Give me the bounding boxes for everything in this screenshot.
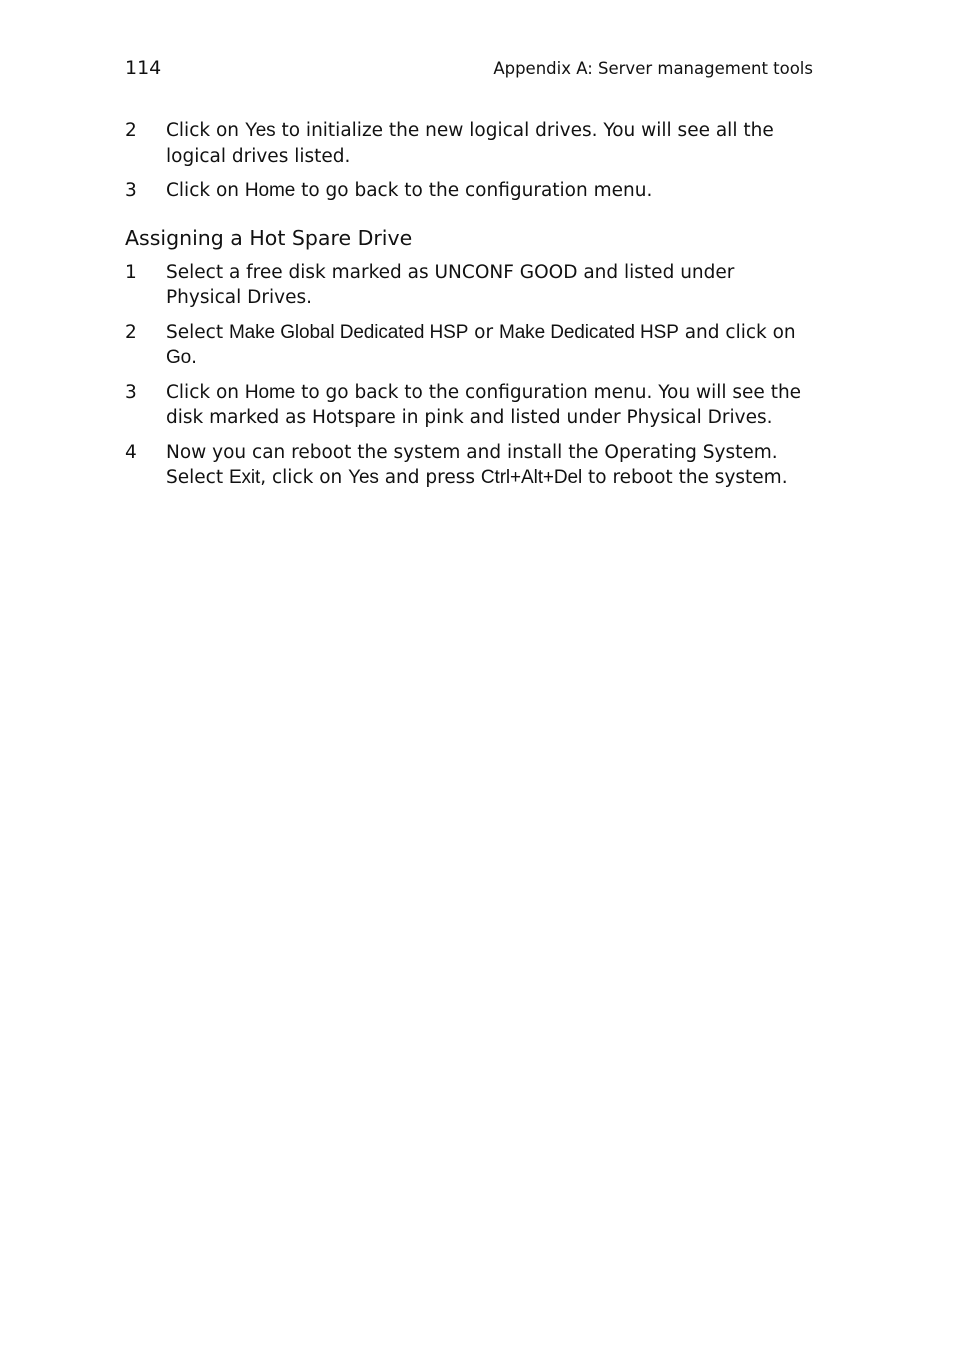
ui-term-home: Home bbox=[244, 180, 296, 201]
list-item bbox=[125, 320, 815, 371]
step-text: Now you can reboot the system and install the Operating System. Select Exit, click on Yes and press Ctrl+Alt+Del to reboot the system. bbox=[166, 441, 788, 488]
page-content bbox=[125, 118, 815, 500]
step-list-initialize bbox=[125, 118, 815, 204]
list-item bbox=[125, 440, 815, 491]
ui-term-exit: Exit bbox=[228, 467, 261, 488]
section-heading: Assigning a Hot Spare Drive bbox=[125, 225, 413, 250]
step-text: Click on Home to go back to the configuration menu. You will see the disk marked as Hotspare in pink and listed under Physical Drives. bbox=[166, 381, 802, 428]
step-number: 2 bbox=[125, 321, 137, 343]
step-text: Click on Yes to initialize the new logical drives. You will see all the logical drives listed. bbox=[166, 120, 774, 167]
running-head: Appendix A: Server management tools bbox=[493, 59, 813, 78]
step-text: Select a free disk marked as UNCONF GOOD and listed under Physical Drives. bbox=[166, 261, 735, 308]
list-item bbox=[125, 178, 815, 204]
step-number: 1 bbox=[125, 261, 137, 283]
list-item bbox=[125, 380, 815, 431]
step-number: 3 bbox=[125, 381, 137, 403]
step-number: 4 bbox=[125, 441, 137, 463]
ui-term-make-dedicated-hsp: Make Dedicated HSP bbox=[498, 321, 679, 343]
step-text: Select Make Global Dedicated HSP or Make Dedicated HSP and click on Go. bbox=[166, 321, 796, 368]
page-number: 114 bbox=[125, 57, 162, 79]
list-item bbox=[125, 118, 815, 169]
step-number: 2 bbox=[125, 120, 137, 141]
ui-term-ctrl-alt-del: Ctrl+Alt+Del bbox=[480, 467, 583, 488]
step-text: Click on Home to go back to the configuration menu. bbox=[166, 180, 653, 201]
ui-term-yes: Yes bbox=[348, 467, 379, 488]
ui-term-make-global-dedicated-hsp: Make Global Dedicated HSP bbox=[228, 321, 469, 343]
step-number: 3 bbox=[125, 180, 137, 201]
ui-term-yes: Yes bbox=[244, 120, 276, 141]
page-header bbox=[125, 56, 813, 80]
list-item bbox=[125, 260, 815, 311]
step-list-hot-spare bbox=[125, 260, 815, 491]
ui-term-go: Go bbox=[166, 347, 192, 368]
ui-term-home: Home bbox=[244, 381, 296, 403]
